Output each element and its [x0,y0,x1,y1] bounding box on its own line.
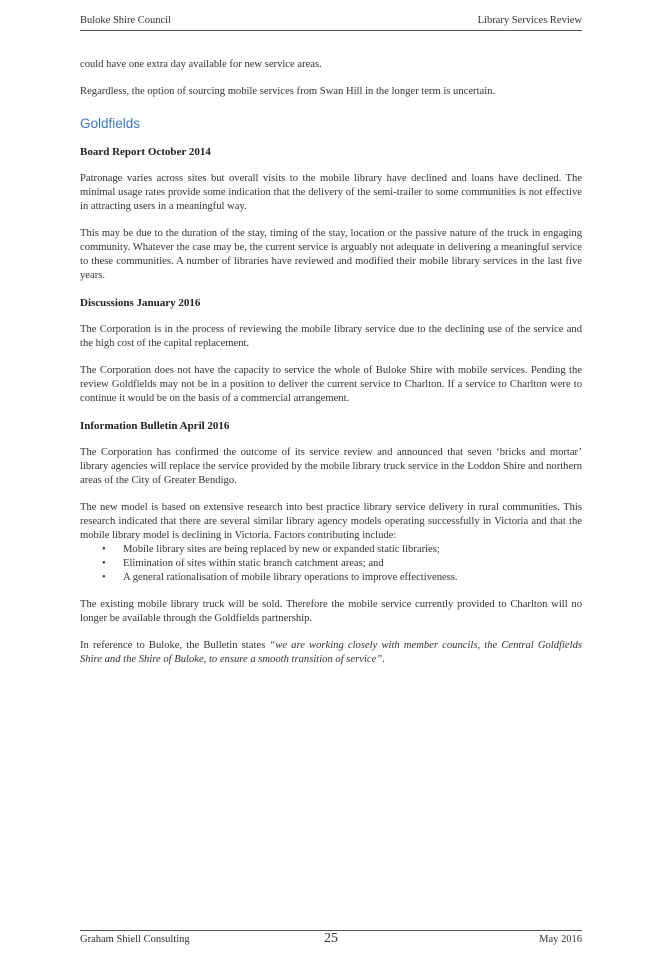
discussions-paragraph-2: The Corporation does not have the capacity to service the whole of Buloke Shire with mobile services. Pending the review Goldfields may not be in a position to deliver the current service to Charlton. If a service to Charlton were to continue it would be on the basis of a commercial arrangement. [80,365,582,404]
quote-end-text: . [382,654,385,665]
list-item [102,543,582,557]
page-header [80,14,582,31]
list-item-text: A general rationalisation of mobile library operations to improve effectiveness. [123,572,458,583]
section-heading-goldfields: Goldfields [80,116,141,131]
list-item [102,557,582,571]
header-organisation: Buloke Shire Council [80,15,171,26]
header-document-title: Library Services Review [477,15,582,26]
list-item [102,571,582,585]
bulletin-paragraph-4 [80,639,582,667]
discussions-paragraph-1: The Corporation is in the process of reviewing the mobile library service due to the declining use of the service and the high cost of the capital replacement. [80,324,582,349]
board-report-paragraph-2: This may be due to the duration of the stay, timing of the stay, location or the passive nature of the truck in engaging community. Whatever the case may be, the current service is arguably not adequate in delivering a meaningful service to these communities. A number of libraries have reviewed and modified their mobile library services in the last five years. [80,228,582,281]
subheading-discussions: Discussions January 2016 [80,297,201,309]
document-page [80,0,582,958]
list-item-text: Mobile library sites are being replaced by new or expanded static libraries; [123,544,440,555]
quote-lead-text: In reference to Buloke, the Bulletin states [80,640,270,651]
page-number: 25 [324,931,338,946]
list-item-text: Elimination of sites within static branch catchment areas; and [123,558,384,569]
factors-list [80,543,582,585]
intro-paragraph-2: Regardless, the option of sourcing mobile services from Swan Hill in the longer term is uncertain. [80,86,496,97]
footer-date: May 2016 [539,934,582,945]
bulletin-quote: “we are working closely with member councils, the Central Goldfields Shire and the Shire of Buloke, to ensure a smooth transition of service” [80,640,582,665]
page-footer [80,930,582,951]
bullet-icon: • [102,544,106,555]
page-content [80,58,582,680]
subheading-information-bulletin: Information Bulletin April 2016 [80,420,230,432]
bulletin-paragraph-1: The Corporation has confirmed the outcome of its service review and announced that seven ‘bricks and mortar’ library agencies will replace the service provided by the mobile library truck service in the Loddon Shire and northern areas of the City of Greater Bendigo. [80,447,582,486]
footer-author: Graham Shiell Consulting [80,934,190,945]
bulletin-paragraph-3: The existing mobile library truck will be sold. Therefore the mobile service currently provided to Charlton will no longer be available through the Goldfields partnership. [80,599,582,624]
intro-paragraph-1: could have one extra day available for new service areas. [80,59,322,70]
subheading-board-report: Board Report October 2014 [80,146,211,158]
bulletin-paragraph-2: The new model is based on extensive research into best practice library service delivery in rural communities. This research indicated that there are several similar library agency models operating successfully in Victoria and that the mobile library model is declining in Victoria. Factors contributing include: [80,502,582,541]
bullet-icon: • [102,572,106,583]
bullet-icon: • [102,558,106,569]
board-report-paragraph-1: Patronage varies across sites but overall visits to the mobile library have declined and loans have declined. The minimal usage rates provide some indication that the delivery of the semi-trailer to some communities is not effective in attracting users in a meaningful way. [80,173,582,212]
